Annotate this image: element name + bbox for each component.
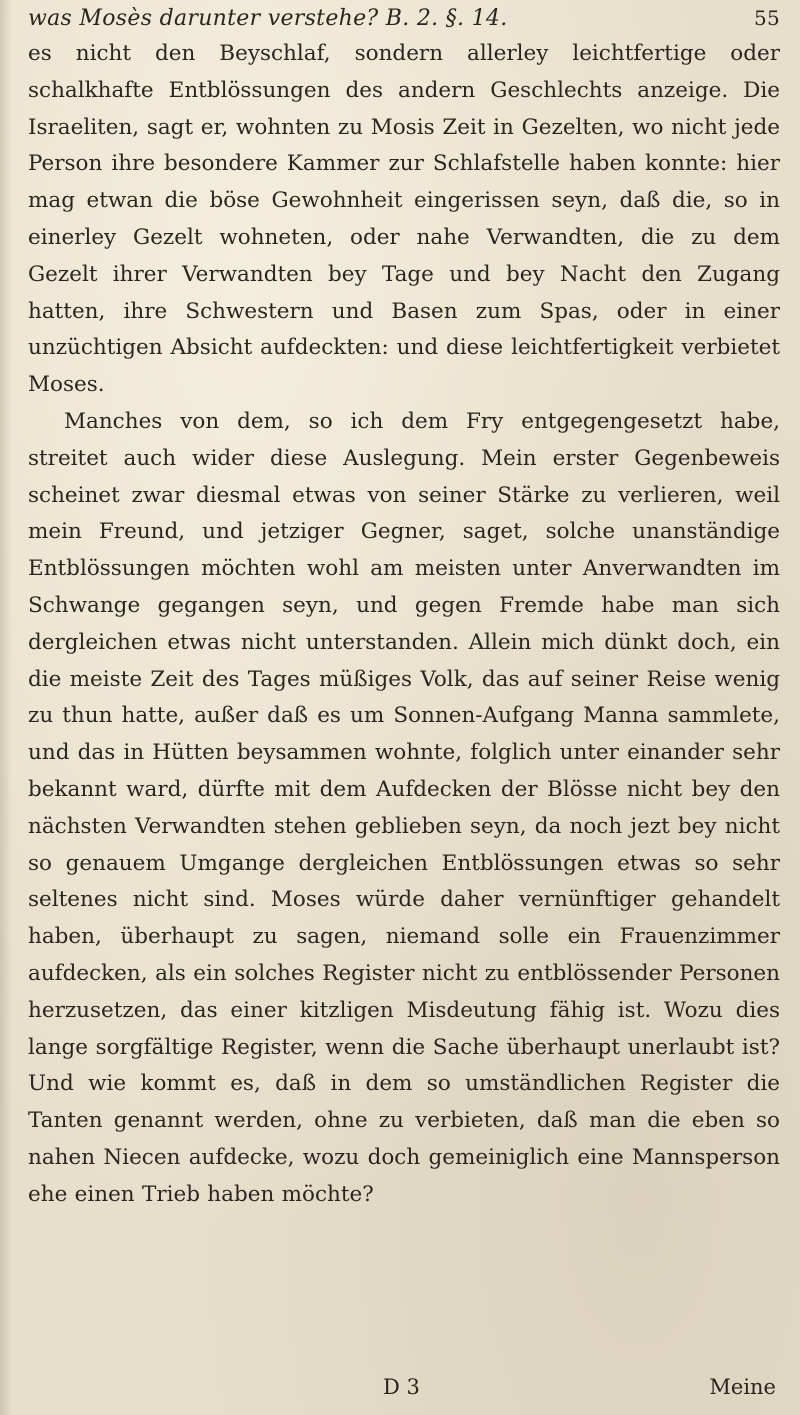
body-text [28, 36, 780, 1361]
running-title: was Mosès darunter verstehe? B. 2. §. 14. [28, 6, 508, 31]
page-edge-shadow [0, 0, 12, 1415]
page-number: 55 [753, 6, 780, 30]
signature-mark: D 3 [383, 1375, 420, 1399]
paragraph: es nicht den Beyschlaf, sondern allerley leichtfertige oder schalkhafte Entblössungen des andern Geschlechts anzeige. Die Israeliten, sagt er, wohnten zu Mosis Zeit in Gezelten, wo nicht jede Person ihre besondere Kammer zur Schlafstelle haben konnte: hier mag etwan die böse Gewohnheit eingerissen seyn, daß die, so in einerley Gezelt wohneten, oder nahe Verwandten, die zu dem Gezelt ihrer Verwandten bey Tage und bey Nacht den Zugang hatten, ihre Schwestern und Basen zum Spas, oder in einer unzüchtigen Absicht aufdeckten: und diese leichtfertigkeit verbietet Moses. [28, 41, 780, 398]
paragraph: Manches von dem, so ich dem Fry entgegengesetzt habe, streitet auch wider diese Auslegung. Mein erster Gegenbeweis scheinet zwar diesmal etwas von seiner Stärke zu verlieren, weil mein Freund, und jetziger Gegner, saget, solche unanständige Entblössungen möchten wohl am meisten unter Anverwandten im Schwange gegangen seyn, und gegen Fremde habe man sich dergleichen etwas nicht unterstanden. Allein mich dünkt doch, ein die meiste Zeit des Tages müßiges Volk, das auf seiner Reise wenig zu thun hatte, außer daß es um Sonnen-Aufgang Manna sammlete, und das in Hütten beysammen wohnte, folglich unter einander sehr bekannt ward, dürfte mit dem Aufdecken der Blösse nicht bey den nächsten Verwandten stehen geblieben seyn, da noch jezt bey nicht so genauem Umgange dergleichen Entblössungen etwas so sehr seltenes nicht sind. Moses würde daher vernünftiger gehandelt haben, überhaupt zu sagen, niemand solle ein Frauenzimmer aufdecken, als ein solches Register nicht zu entblössender Personen herzusetzen, das einer kitzligen Misdeutung fähig ist. Wozu dies lange sorgfältige Register, wenn die Sache überhaupt unerlaubt ist? Und wie kommt es, daß in dem so umständlichen Register die Tanten genannt werden, ohne zu verbieten, daß man die eben so nahen Niecen aufdecke, wozu doch gemeiniglich eine Mannsperson ehe einen Trieb haben möchte? [28, 408, 780, 1207]
catchword: Meine [709, 1375, 776, 1399]
running-header [28, 6, 780, 38]
page-footer [28, 1375, 780, 1409]
